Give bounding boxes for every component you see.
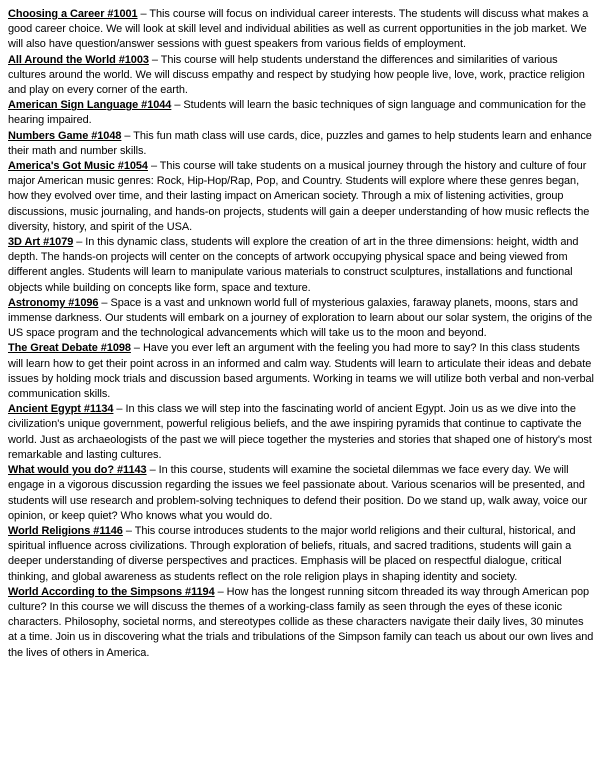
course-description: Space is a vast and unknown world full of mysterious galaxies, faraway planets, moons, stars and immense darkness. Our students will embark on a journey of exploration to learn about our solar system, the origins of the US space program and the technological advancements which will take us to the moon and beyond. [8,296,593,340]
course-description: Have you ever left an argument with the feeling you had more to say? In this class students will learn how to get their point across in an informed and calm way. Students will learn to articulate their ideas and debate issues by holding mock trials and discussion based arguments. Working in teams we will utilize both verbal and non-verbal communication skills. [8,342,594,401]
course-description: In this course, students will examine the societal dilemmas we face every day. We will engage in a vigorous discussion regarding the issues we feel passionate about. Various scenarios will be presented, and students will use research and problem-solving techniques to defend their position. Do we stand up, walk away, voice our opinion, or keep quiet? Who knows what you would do. [8,464,588,522]
course-title: Choosing a Career #1001 [8,8,138,20]
course-title: Numbers Game #1048 [8,129,122,142]
course-separator: – [73,236,86,249]
course-americas-got-music [8,159,594,235]
course-description: Students will learn the basic techniques of sign language and communication for the hearing impaired. [8,99,586,127]
course-the-great-debate [8,341,594,402]
course-choosing-a-career [8,7,594,53]
course-separator: – [137,8,150,20]
course-title: All Around the World #1003 [8,53,149,66]
course-world-according-to-the-simpsons [8,585,594,661]
course-ancient-egypt [8,402,594,463]
course-title: America's Got Music #1054 [8,160,148,173]
course-separator: – [146,464,159,477]
course-all-around-the-world [8,53,594,99]
course-separator: – [130,342,143,355]
course-description: In this dynamic class, students will explore the creation of art in the three dimensions: height, width and depth. The hands-on projects will center on the concepts of artwork occupying physical space and being viewed from different angles. Students will learn to manipulate various materials to construct sculptures, installations and functional objects while building on concepts like form, space and texture. [8,236,579,294]
course-description: This course will focus on individual career interests. The students will discuss what makes a good career choice. We will look at skill level and individual abilities as well as current opportunities in the job market. We will also have question/answer sessions with guest speakers from various fields of employment. [8,8,589,51]
course-world-religions [8,524,594,585]
course-title: World Religions #1146 [8,524,123,537]
course-description: How has the longest running sitcom threaded its way through American pop culture? In this course we will discuss the themes of a working-class family as seen through the eyes of these iconic characters. Philosophy, societal norms, and stereotypes collide as these characters navigate their daily lives, 30 minutes at a time. Join us in discovering what the trials and tribulations of the Simpson family can teach us about our own lives and the lives of others in America. [8,585,594,659]
course-separator: – [98,296,111,309]
course-title: Astronomy #1096 [8,296,99,309]
course-separator: – [122,524,135,537]
course-separator: – [147,160,160,173]
course-title: Ancient Egypt #1134 [8,403,114,416]
course-separator: – [148,53,161,66]
course-title: World According to the Simpsons #1194 [8,585,215,598]
course-astronomy [8,296,594,342]
course-description: This course introduces students to the major world religions and their cultural, historical, and spiritual influence across civilizations. Through exploration of beliefs, rituals, and sacred traditions, students will gain a deeper understanding of diverse perspectives and practices. Emphasis will be placed on respectful dialogue, critical thinking, and global awareness as students reflect on the role religion plays in shaping identity and society. [8,524,576,583]
course-description: This course will help students understand the differences and similarities of various cultures around the world. We will discuss empathy and respect by studying how people live, love, work, practice religion and play on every corner of the earth. [8,53,585,97]
course-description: This fun math class will use cards, dice, puzzles and games to help students learn and enhance their math and number skills. [8,129,592,157]
course-separator: – [113,403,126,416]
course-title: American Sign Language #1044 [8,99,172,112]
course-american-sign-language [8,98,594,128]
course-description: This course will take students on a musical journey through the history and culture of four major American music genres: Rock, Hip-Hop/Rap, Pop, and Country. Students will explore where these genres began, how they evolved over time, and their lasting impact on American society. Through a mix of listening activities, group discussions, music journaling, and hands-on projects, students will gain a deeper understanding of how music reflects the diversity, history, and spirit of the USA. [8,160,590,233]
course-numbers-game [8,129,594,159]
course-description: In this class we will step into the fascinating world of ancient Egypt. Join us as we dive into the civilization's unique government, powerful religious beliefs, and the awe inspiring pyramids that continue to captivate the world. Just as archaeologists of the past we will piece together the mysteries and stories that shaped one of history's most remarkable and lasting cultures. [8,403,592,461]
course-title: What would you do? #1143 [8,464,147,477]
course-separator: – [171,99,184,112]
course-separator: – [214,585,227,598]
course-separator: – [121,129,134,142]
course-what-would-you-do [8,463,594,524]
course-3d-art [8,235,594,296]
course-title: 3D Art #1079 [8,236,74,249]
course-title: The Great Debate #1098 [8,342,131,355]
